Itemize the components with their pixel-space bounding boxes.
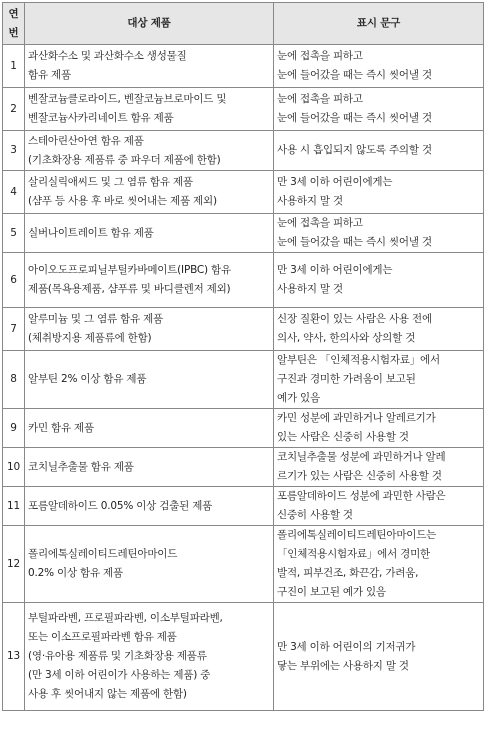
product-text-line: 코치닐추출물 함유 제품 <box>28 460 134 473</box>
product-text-line: 과산화수소 및 과산화수소 생성물질 <box>28 50 187 62</box>
warning-label-table <box>2 2 484 711</box>
label-text-line: 카민 성분에 과민하거나 알레르기가 <box>277 412 436 424</box>
label-text-line: 코치닐추출물 성분에 과민하거나 알레 <box>277 451 446 463</box>
label-text-line: 눈에 들어갔을 때는 즉시 씻어낼 것 <box>277 112 432 124</box>
label-text-line: 발적, 피부건조, 화끈감, 가려움, <box>277 567 419 579</box>
label-cell <box>274 448 484 487</box>
product-text-line: 벤잘코늄사카리네이트 함유 제품 <box>28 112 174 124</box>
product-cell <box>25 308 274 351</box>
label-text-line: 눈에 접촉을 피하고 <box>277 93 363 105</box>
label-text-line: 구진과 경미한 가려움이 보고된 <box>277 373 416 385</box>
label-cell <box>274 409 484 448</box>
label-cell <box>274 171 484 214</box>
label-cell <box>274 487 484 526</box>
table-row <box>3 171 484 214</box>
product-text-line: 폴리에톡실레이티드레틴아마이드 <box>28 548 178 560</box>
product-text-line: 함유 제품 <box>28 69 71 81</box>
label-text-line: 신중히 사용할 것 <box>277 509 353 521</box>
row-number: 1 <box>3 45 25 88</box>
label-text-line: 사용하지 말 것 <box>277 283 343 295</box>
product-text-line: 실버나이트레이트 함유 제품 <box>28 226 154 239</box>
row-number: 7 <box>3 308 25 351</box>
table-row <box>3 487 484 526</box>
label-text-line: 눈에 들어갔을 때는 즉시 씻어낼 것 <box>277 236 432 248</box>
row-number: 5 <box>3 214 25 253</box>
product-text-line: (영·유아용 제품류 및 기초화장용 제품류 <box>28 650 207 662</box>
product-text-line: 알부틴 2% 이상 함유 제품 <box>28 373 147 385</box>
product-text-line: 사용 후 씻어내지 않는 제품에 한함) <box>28 688 187 700</box>
label-cell <box>274 603 484 711</box>
product-text-line: 포름알데하이드 0.05% 이상 검출된 제품 <box>28 499 213 512</box>
table-row <box>3 409 484 448</box>
label-cell <box>274 45 484 88</box>
row-number: 3 <box>3 131 25 171</box>
table-row <box>3 253 484 308</box>
label-text-line: 닿는 부위에는 사용하지 말 것 <box>277 659 409 672</box>
table-row <box>3 214 484 253</box>
product-text-line: 아이오도프로피닐부틸카바메이트(IPBC) 함유 <box>28 264 231 276</box>
label-cell <box>274 253 484 308</box>
header-number-line-2: 번 <box>8 26 19 39</box>
label-text-line: 신장 질환이 있는 사람은 사용 전에 <box>277 313 432 325</box>
row-number: 9 <box>3 409 25 448</box>
label-text-line: 폴리에톡실레이티드레틴아마이드는 <box>277 529 437 541</box>
product-cell <box>25 131 274 171</box>
product-text-line: 제품(목욕용제품, 샴푸류 및 바디클렌저 제외) <box>28 283 231 295</box>
label-text-line: 만 3세 이하 어린이에게는 <box>277 176 393 188</box>
row-number: 10 <box>3 448 25 487</box>
product-cell <box>25 603 274 711</box>
table-row <box>3 131 484 171</box>
product-text-line: 카민 함유 제품 <box>28 421 94 434</box>
header-number-line-1: 연 <box>8 7 19 20</box>
label-text-line: 의사, 약사, 한의사와 상의할 것 <box>277 332 416 344</box>
product-cell <box>25 45 274 88</box>
product-cell <box>25 487 274 526</box>
product-text-line: 0.2% 이상 함유 제품 <box>28 567 123 579</box>
row-number: 12 <box>3 526 25 603</box>
product-cell <box>25 351 274 409</box>
label-text-line: 만 3세 이하 어린이에게는 <box>277 264 393 276</box>
table-row <box>3 45 484 88</box>
label-text-line: 예가 있음 <box>277 392 320 404</box>
label-text-line: 있는 사람은 신중히 사용할 것 <box>277 431 409 443</box>
label-cell <box>274 526 484 603</box>
product-cell <box>25 88 274 131</box>
row-number: 6 <box>3 253 25 308</box>
row-number: 13 <box>3 603 25 711</box>
header-product: 대상 제품 <box>25 3 274 45</box>
row-number: 4 <box>3 171 25 214</box>
product-cell <box>25 214 274 253</box>
label-text-line: 알부틴은 「인체적용시험자료」에서 <box>277 354 440 366</box>
product-cell <box>25 526 274 603</box>
label-text-line: 르기가 있는 사람은 신중히 사용할 것 <box>277 470 442 482</box>
product-text-line: 벤잘코늄클로라이드, 벤잘코늄브로마이드 및 <box>28 93 227 105</box>
product-text-line: 살리실릭애씨드 및 그 염류 함유 제품 <box>28 176 193 188</box>
label-text-line: 만 3세 이하 어린이의 기저귀가 <box>277 640 416 653</box>
header-row <box>3 3 484 45</box>
product-text-line: 부틸파라벤, 프로필파라벤, 이소부틸파라벤, <box>28 612 223 624</box>
label-cell <box>274 214 484 253</box>
row-number: 2 <box>3 88 25 131</box>
product-text-line: (샴푸 등 사용 후 바로 씻어내는 제품 제외) <box>28 195 217 207</box>
product-cell <box>25 253 274 308</box>
product-text-line: (기초화장용 제품류 중 파우더 제품에 한함) <box>28 153 221 166</box>
label-cell <box>274 308 484 351</box>
label-cell <box>274 88 484 131</box>
table-row <box>3 308 484 351</box>
row-number: 8 <box>3 351 25 409</box>
label-text-line: 눈에 들어갔을 때는 즉시 씻어낼 것 <box>277 69 432 81</box>
product-cell <box>25 409 274 448</box>
label-text-line: 눈에 접촉을 피하고 <box>277 217 363 229</box>
product-text-line: 스테아린산아연 함유 제품 <box>28 134 144 147</box>
header-label: 표시 문구 <box>274 3 484 45</box>
label-text-line: 포름알데하이드 성분에 과민한 사람은 <box>277 490 446 502</box>
row-number: 11 <box>3 487 25 526</box>
product-cell <box>25 448 274 487</box>
table-row <box>3 448 484 487</box>
label-text-line: 「인체적용시험자료」에서 경미한 <box>277 548 430 560</box>
label-text-line: 사용하지 말 것 <box>277 195 343 207</box>
header-number <box>3 3 25 45</box>
product-text-line: (만 3세 이하 어린이가 사용하는 제품) 중 <box>28 669 211 681</box>
label-text-line: 구진이 보고된 예가 있음 <box>277 586 386 598</box>
table-row <box>3 603 484 711</box>
table-row <box>3 526 484 603</box>
product-text-line: 또는 이소프로필파라벤 함유 제품 <box>28 631 177 643</box>
label-cell <box>274 131 484 171</box>
label-text-line: 사용 시 흡입되지 않도록 주의할 것 <box>277 144 432 156</box>
table-row <box>3 351 484 409</box>
label-text-line: 눈에 접촉을 피하고 <box>277 50 363 62</box>
product-text-line: (체취방지용 제품류에 한함) <box>28 332 152 344</box>
label-cell <box>274 351 484 409</box>
table-row <box>3 88 484 131</box>
product-text-line: 알루미늄 및 그 염류 함유 제품 <box>28 313 164 325</box>
product-cell <box>25 171 274 214</box>
